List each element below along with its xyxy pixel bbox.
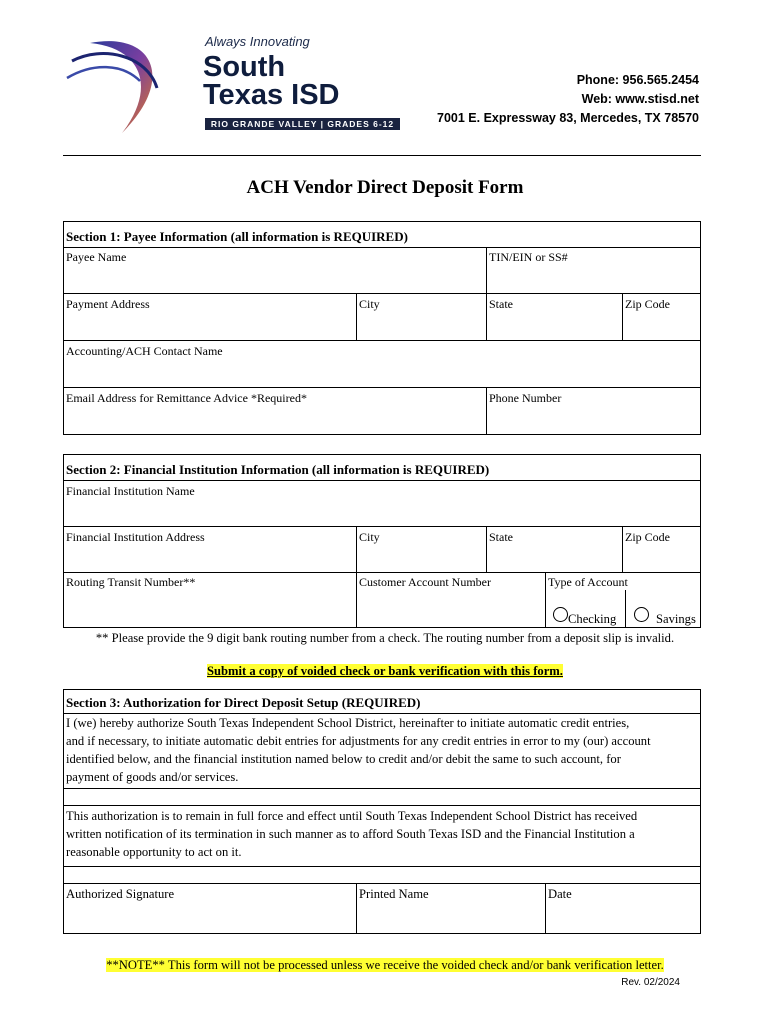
fi-city-field[interactable] [357, 544, 485, 571]
fi-zip-field[interactable] [623, 544, 700, 571]
section3-heading: Section 3: Authorization for Direct Deposit Setup (REQUIRED) [66, 695, 421, 710]
state-field[interactable] [487, 311, 621, 339]
validity-line-1: This authorization is to remain in full force and effect until South Texas Independent School District has received [66, 809, 638, 823]
savings-label: Savings [656, 612, 696, 626]
city-field[interactable] [357, 311, 485, 339]
divider [63, 387, 701, 388]
fi-state-field[interactable] [487, 544, 621, 571]
final-note [0, 958, 770, 973]
account-field[interactable] [357, 590, 544, 627]
fi-address-label: Financial Institution Address [66, 530, 205, 544]
logo-brand-line2: Texas ISD [203, 79, 340, 111]
divider [625, 590, 626, 628]
phone-field[interactable] [487, 405, 700, 434]
fi-city-label: City [359, 530, 380, 544]
email-label: Email Address for Remittance Advice *Required* [66, 391, 307, 405]
validity-line-3: reasonable opportunity to act on it. [66, 845, 242, 859]
fi-state-label: State [489, 530, 513, 544]
divider [63, 247, 701, 248]
authorization-line-4: payment of goods and/or services. [66, 770, 239, 784]
payment-address-label: Payment Address [66, 297, 150, 311]
zip-field[interactable] [623, 311, 700, 339]
divider [63, 340, 701, 341]
routing-label: Routing Transit Number** [66, 575, 196, 589]
checking-radio[interactable] [553, 607, 568, 622]
divider [63, 293, 701, 294]
printed-name-field[interactable] [357, 903, 544, 933]
divider [63, 788, 701, 789]
contact-name-field[interactable] [64, 358, 700, 386]
final-note-text: **NOTE** This form will not be processed unless we receive the voided check and/or bank verification letter. [106, 958, 664, 972]
date-label: Date [548, 887, 572, 901]
submit-instruction-text: Submit a copy of voided check or bank verification with this form. [207, 664, 563, 678]
checking-label: Checking [568, 612, 617, 626]
savings-radio[interactable] [634, 607, 649, 622]
divider [63, 526, 701, 527]
payee-name-label: Payee Name [66, 250, 127, 264]
validity-line-2: written notification of its termination in such manner as to afford South Texas ISD and the Financial Institution a [66, 827, 635, 841]
divider [63, 883, 701, 884]
divider [63, 866, 701, 867]
revision-date: Rev. 02/2024 [621, 977, 680, 988]
printed-name-label: Printed Name [359, 887, 429, 901]
tin-label: TIN/EIN or SS# [489, 250, 568, 264]
fi-name-field[interactable] [64, 498, 700, 525]
authorization-line-1: I (we) hereby authorize South Texas Independent School District, hereinafter to initiate automatic credit entries, [66, 716, 630, 730]
authorization-line-3: identified below, and the financial institution named below to credit and/or debit the same to such account, for [66, 752, 621, 766]
payment-address-field[interactable] [64, 311, 355, 339]
signature-label: Authorized Signature [66, 887, 175, 901]
authorization-line-2: and if necessary, to initiate automatic debit entries for adjustments for any credit entries in error to my (our) account [66, 734, 651, 748]
submit-instruction [0, 664, 770, 679]
section2-heading: Section 2: Financial Institution Information (all information is REQUIRED) [66, 462, 490, 477]
logo-brand-line1: South [203, 51, 286, 83]
account-label: Customer Account Number [359, 575, 491, 589]
divider [63, 480, 701, 481]
fi-name-label: Financial Institution Name [66, 484, 195, 498]
contact-address: 7001 E. Expressway 83, Mercedes, TX 78570 [437, 111, 699, 125]
account-type-label: Type of Account [548, 575, 628, 589]
state-label: State [489, 297, 513, 311]
date-field[interactable] [546, 903, 700, 933]
district-logo-arc-icon [62, 33, 202, 143]
fi-address-field[interactable] [64, 544, 355, 571]
routing-field[interactable] [64, 590, 355, 627]
divider [63, 805, 701, 806]
tin-field[interactable] [487, 264, 700, 292]
section1-heading: Section 1: Payee Information (all information is REQUIRED) [66, 229, 408, 244]
logo-brand-bar: RIO GRANDE VALLEY | GRADES 6-12 [205, 118, 400, 130]
divider [545, 572, 546, 628]
contact-name-label: Accounting/ACH Contact Name [66, 344, 223, 358]
routing-note: ** Please provide the 9 digit bank routing number from a check. The routing number from a deposit slip is invalid. [95, 631, 675, 645]
divider [63, 572, 701, 573]
zip-label: Zip Code [625, 297, 670, 311]
city-label: City [359, 297, 380, 311]
logo-tagline: Always Innovating [205, 34, 310, 49]
signature-field[interactable] [64, 903, 355, 933]
email-field[interactable] [64, 405, 485, 434]
contact-phone: Phone: 956.565.2454 [576, 73, 699, 87]
contact-web: Web: www.stisd.net [581, 92, 699, 106]
payee-name-field[interactable] [64, 264, 485, 292]
fi-zip-label: Zip Code [625, 530, 670, 544]
phone-label: Phone Number [489, 391, 562, 405]
form-title: ACH Vendor Direct Deposit Form [246, 177, 524, 198]
header-divider [63, 155, 701, 156]
